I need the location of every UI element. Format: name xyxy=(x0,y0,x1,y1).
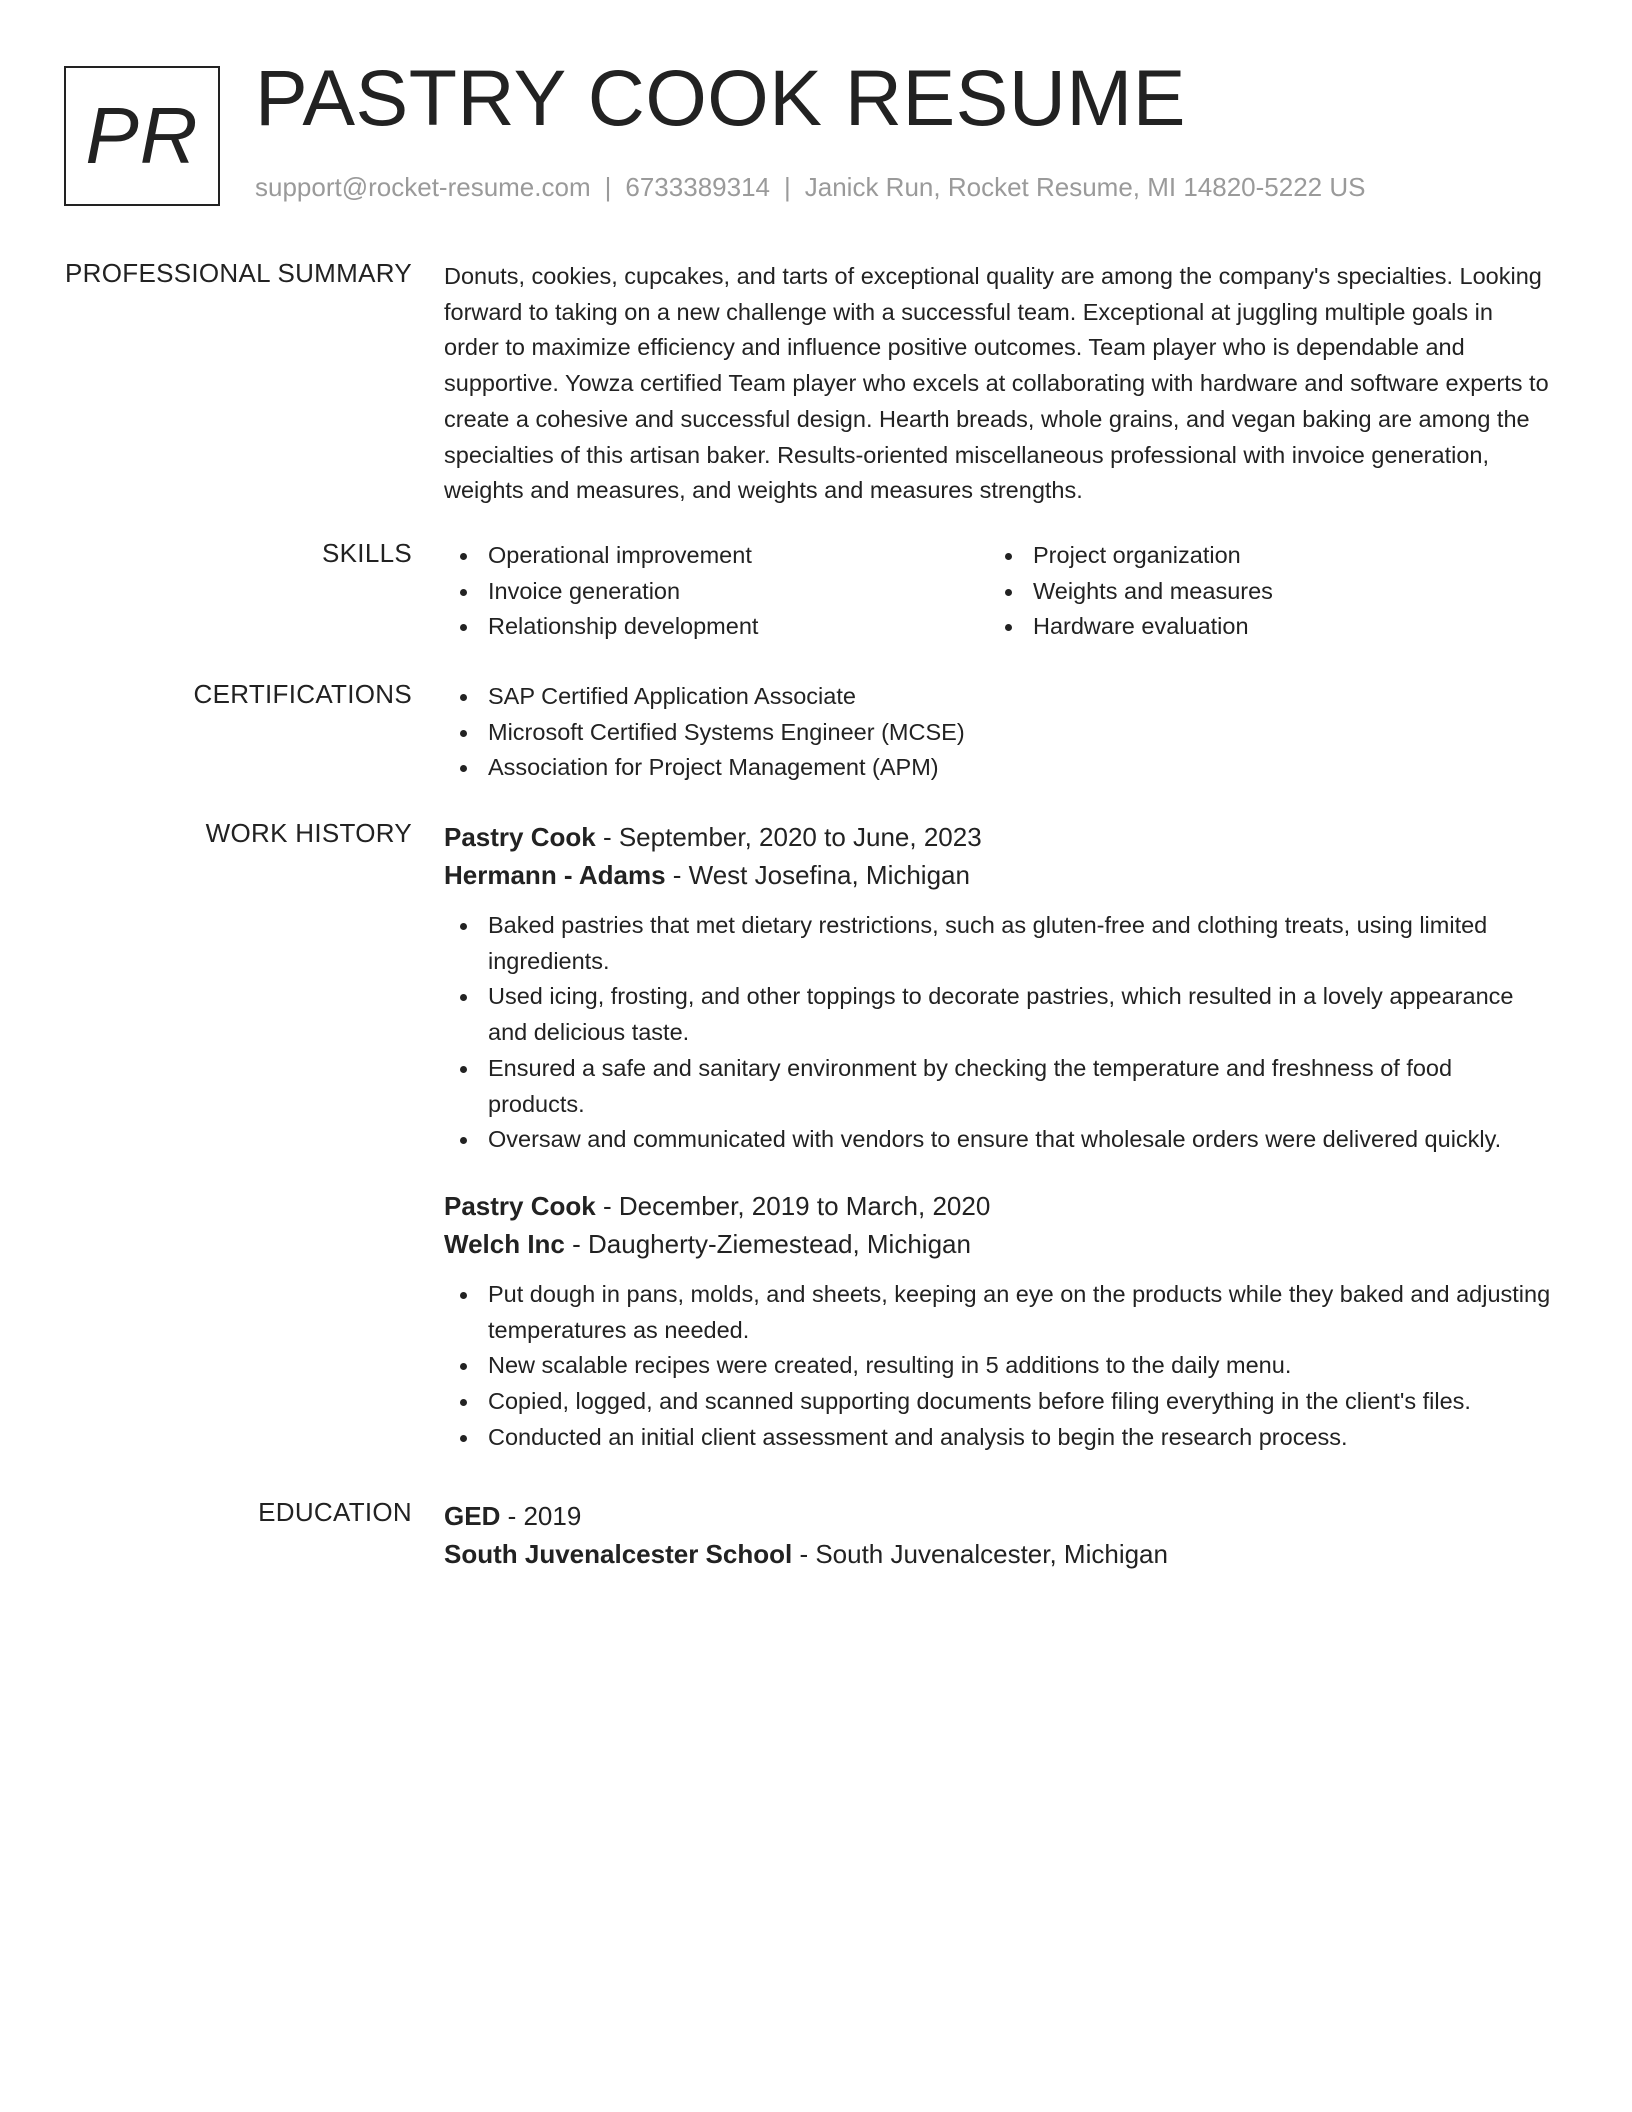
page-title: PASTRY COOK RESUME xyxy=(255,53,1186,142)
job-bullet: Baked pastries that met dietary restrictions, such as gluten-free and clothing treats, using limited ingredients. xyxy=(444,908,1554,979)
job-bullet: Conducted an initial client assessment and analysis to begin the research process. xyxy=(444,1420,1554,1456)
certification-item: Association for Project Management (APM) xyxy=(444,750,1554,786)
job-bullet: Put dough in pans, molds, and sheets, keeping an eye on the products while they baked and adjusting temperatures as needed. xyxy=(444,1277,1554,1348)
summary-text: Donuts, cookies, cupcakes, and tarts of exceptional quality are among the company's specialties. Looking forward to taking on a new challenge with a successful team. Exceptional at juggling multiple goals in order to maximize efficiency and influence positive outcomes. Team player who is dependable and supportive. Yowza certified Team player who excels at collaborating with hardware and software experts to create a cohesive and successful design. Hearth breads, whole grains, and vegan baking are among the specialties of this artisan baker. Results-oriented miscellaneous professional with invoice generation, weights and measures, and weights and measures strengths. xyxy=(444,263,1549,504)
skill-item: Project organization xyxy=(989,538,1534,574)
job-company-line xyxy=(444,856,1554,894)
job-bullet-list xyxy=(444,1277,1554,1456)
job-entry xyxy=(444,1187,1554,1456)
job-bullet: Used icing, frosting, and other toppings to decorate pastries, which resulted in a lovely appearance and delicious taste. xyxy=(444,979,1554,1050)
contact-line xyxy=(255,172,1365,203)
education-body xyxy=(444,1497,1554,1573)
job-title-line xyxy=(444,1187,1554,1225)
skills-body xyxy=(444,538,1554,645)
certification-item: SAP Certified Application Associate xyxy=(444,679,1554,715)
education-location: - South Juvenalcester, Michigan xyxy=(792,1539,1168,1569)
contact-email[interactable]: support@rocket-resume.com xyxy=(255,172,591,202)
job-company-line xyxy=(444,1225,1554,1263)
certification-item: Microsoft Certified Systems Engineer (MCSE) xyxy=(444,715,1554,751)
job-bullet: New scalable recipes were created, resulting in 5 additions to the daily menu. xyxy=(444,1348,1554,1384)
education-school: South Juvenalcester School xyxy=(444,1539,793,1569)
certifications-body xyxy=(444,679,1554,786)
contact-address: Janick Run, Rocket Resume, MI 14820-5222 US xyxy=(804,172,1366,202)
skill-item: Operational improvement xyxy=(444,538,989,574)
summary-body xyxy=(444,258,1554,509)
job-company: Hermann - Adams xyxy=(444,860,666,890)
job-location: - West Josefina, Michigan xyxy=(665,860,970,890)
monogram-badge xyxy=(64,66,220,206)
certifications-list xyxy=(444,679,1554,786)
contact-separator: | xyxy=(604,172,612,202)
contact-separator: | xyxy=(784,172,791,202)
job-dates: - September, 2020 to June, 2023 xyxy=(595,822,982,852)
job-bullet: Ensured a safe and sanitary environment by checking the temperature and freshness of food products. xyxy=(444,1051,1554,1122)
job-title: Pastry Cook xyxy=(444,1190,596,1221)
job-dates: - December, 2019 to March, 2020 xyxy=(595,1190,991,1221)
education-year: - 2019 xyxy=(500,1501,582,1531)
contact-phone[interactable]: 6733389314 xyxy=(625,172,770,202)
job-title: Pastry Cook xyxy=(444,822,596,852)
certifications-label: CERTIFICATIONS xyxy=(193,679,412,709)
education-school-line xyxy=(444,1535,1554,1573)
skill-item: Relationship development xyxy=(444,609,989,645)
education-degree: GED xyxy=(444,1501,501,1531)
skills-list-right xyxy=(989,538,1534,645)
job-location: - Daugherty-Ziemestead, Michigan xyxy=(564,1228,971,1259)
skills-list-left xyxy=(444,538,989,645)
skills-label: SKILLS xyxy=(322,538,412,568)
job-title-line xyxy=(444,818,1554,856)
summary-label: PROFESSIONAL SUMMARY xyxy=(65,258,412,288)
education-degree-line xyxy=(444,1497,1554,1535)
skill-item: Invoice generation xyxy=(444,574,989,610)
monogram-text: PR xyxy=(85,91,199,180)
job-entry xyxy=(444,818,1554,1158)
work-history-body xyxy=(444,818,1554,1455)
education-label: EDUCATION xyxy=(258,1497,412,1527)
job-company: Welch Inc xyxy=(444,1228,565,1259)
skill-item: Weights and measures xyxy=(989,574,1534,610)
job-bullet-list xyxy=(444,908,1554,1158)
job-bullet: Oversaw and communicated with vendors to ensure that wholesale orders were delivered quickly. xyxy=(444,1122,1554,1158)
skill-item: Hardware evaluation xyxy=(989,609,1534,645)
job-bullet: Copied, logged, and scanned supporting documents before filing everything in the client's files. xyxy=(444,1384,1554,1420)
work-history-label: WORK HISTORY xyxy=(205,818,412,848)
